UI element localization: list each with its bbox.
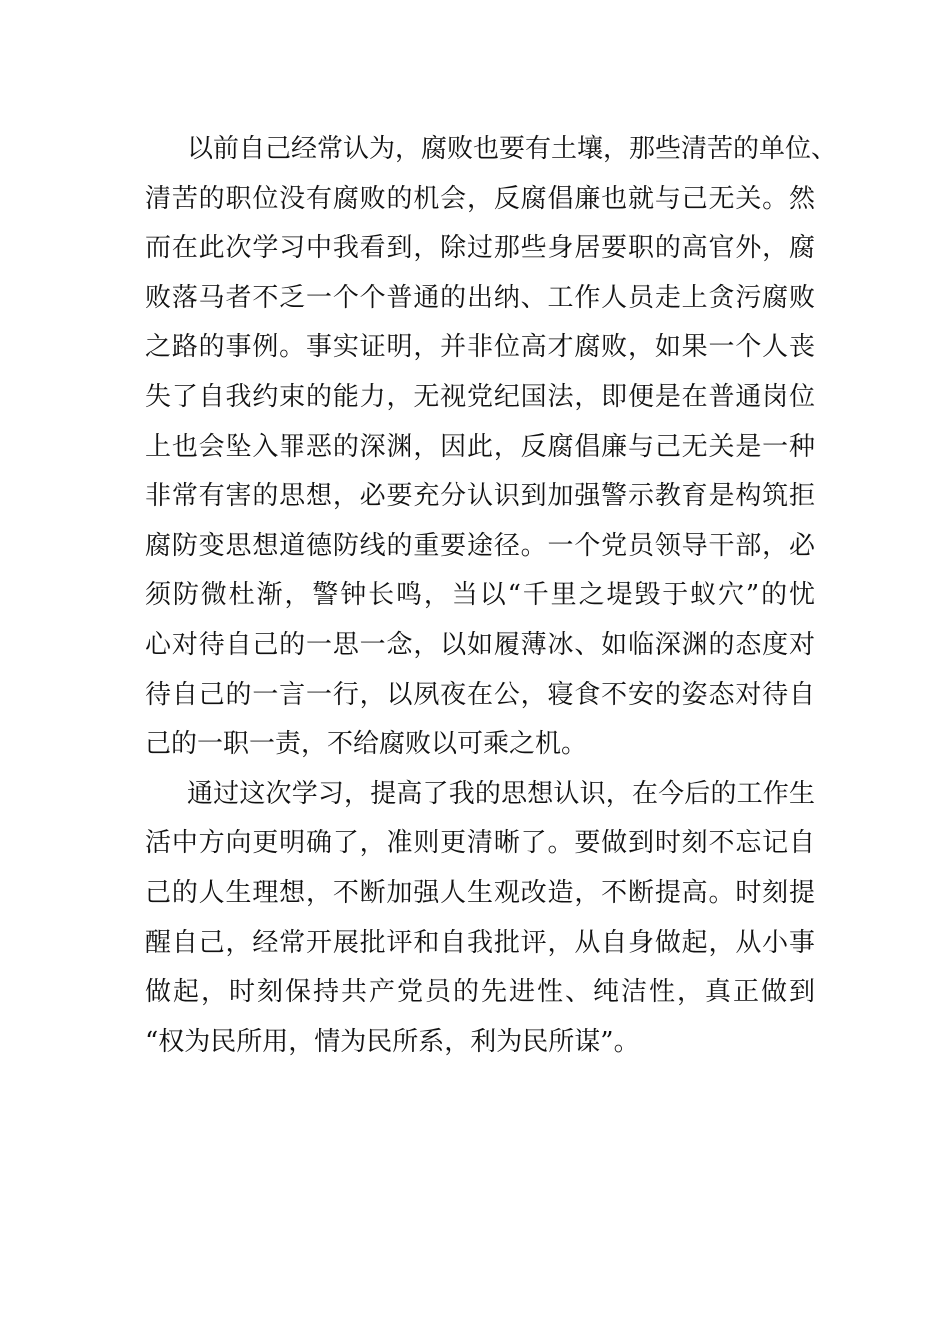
paragraph-line: 腐防变思想道德防线的重要途径。一个党员领导干部，必 <box>145 530 815 561</box>
paragraph-line: 通过这次学习，提高了我的思想认识，在今后的工作生 <box>187 778 815 809</box>
paragraph-line: 醒自己，经常开展批评和自我批评，从自身做起，从小事 <box>145 927 815 958</box>
paragraph-line: 而在此次学习中我看到，除过那些身居要职的高官外，腐 <box>145 233 815 264</box>
paragraph-line: 待自己的一言一行，以夙夜在公，寝食不安的姿态对待自 <box>145 679 815 710</box>
paragraph-line: 做起，时刻保持共产党员的先进性、纯洁性，真正做到 <box>145 977 815 1008</box>
paragraph-line: 败落马者不乏一个个普通的出纳、工作人员走上贪污腐败 <box>145 282 815 313</box>
paragraph-line: 己的一职一责，不给腐败以可乘之机。 <box>145 729 588 760</box>
paragraph-line: 非常有害的思想，必要充分认识到加强警示教育是构筑拒 <box>145 481 815 512</box>
paragraph-line: 活中方向更明确了，准则更清晰了。要做到时刻不忘记自 <box>145 828 815 859</box>
paragraph-2 <box>145 770 815 1068</box>
paragraph-line: 心对待自己的一思一念，以如履薄冰、如临深渊的态度对 <box>145 629 815 660</box>
paragraph-line: 须防微杜渐，警钟长鸣，当以“千里之堤毁于蚁穴”的忧 <box>145 580 815 611</box>
document-body <box>145 125 838 1067</box>
paragraph-1 <box>145 125 838 770</box>
paragraph-line: 清苦的职位没有腐败的机会，反腐倡廉也就与己无关。然 <box>145 183 815 214</box>
paragraph-line: 上也会坠入罪恶的深渊，因此，反腐倡廉与己无关是一种 <box>145 431 815 462</box>
paragraph-line: “权为民所用，情为民所系，利为民所谋”。 <box>145 1026 640 1057</box>
paragraph-line: 之路的事例。事实证明，并非位高才腐败，如果一个人丧 <box>145 332 815 363</box>
paragraph-line: 以前自己经常认为，腐败也要有土壤，那些清苦的单位、 <box>187 134 838 164</box>
paragraph-line: 己的人生理想，不断加强人生观改造，不断提高。时刻提 <box>145 877 815 908</box>
paragraph-line: 失了自我约束的能力，无视党纪国法，即便是在普通岗位 <box>145 381 815 412</box>
